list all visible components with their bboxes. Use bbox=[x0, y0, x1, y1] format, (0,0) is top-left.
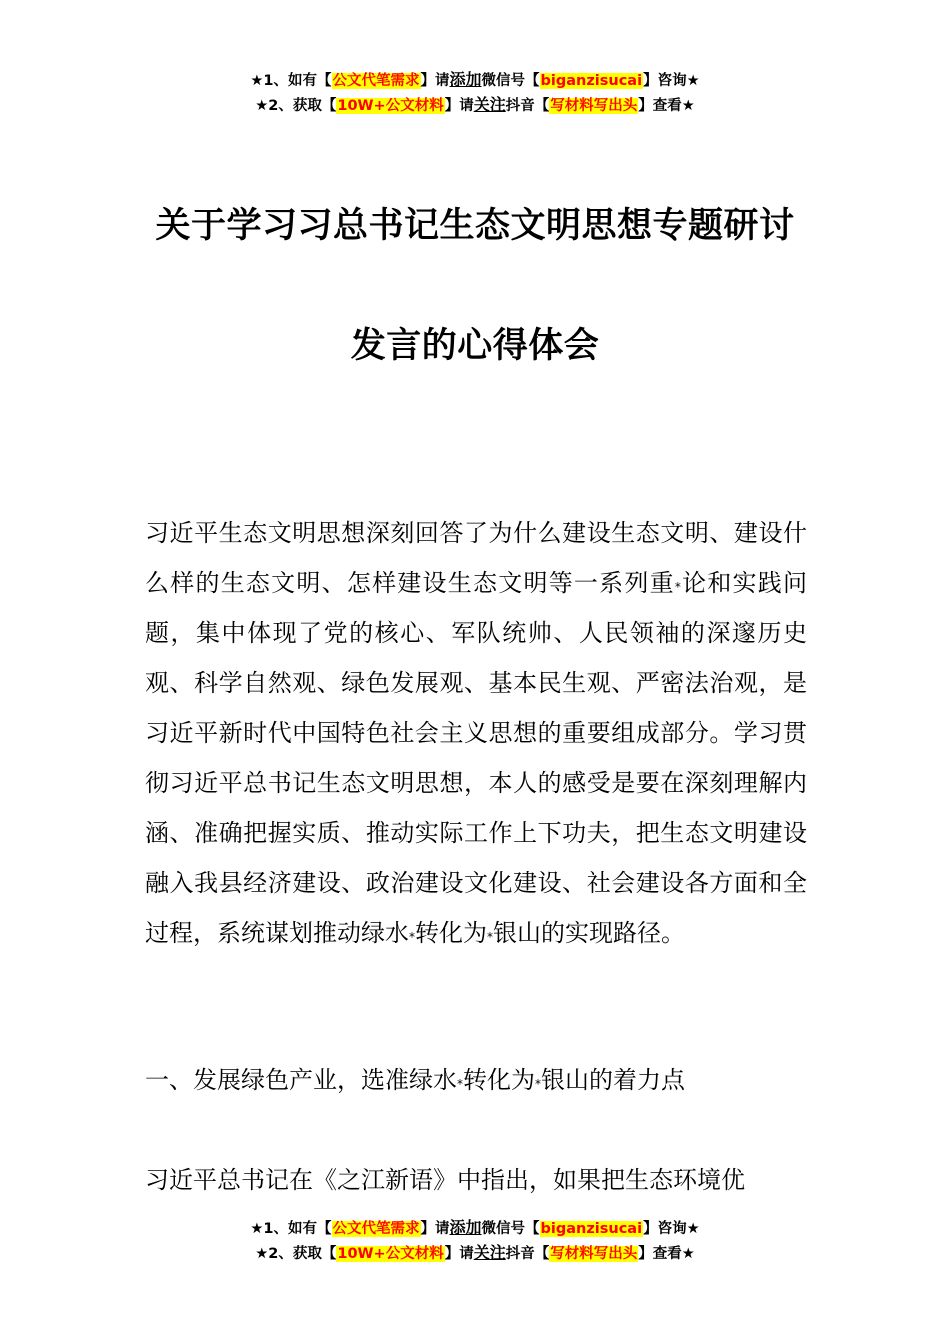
section-1-heading bbox=[145, 1055, 807, 1105]
heading-text: 银山的着力点 bbox=[541, 1066, 685, 1094]
document-title-line-1: 关于学习习总书记生态文明思想专题研讨 bbox=[155, 206, 795, 246]
promo-emphasis: 添加 bbox=[449, 1218, 482, 1237]
promo-line-1 bbox=[0, 68, 950, 93]
promo-highlight: 公文代笔需求 bbox=[332, 73, 420, 89]
promo-text: 抖音【 bbox=[505, 1246, 550, 1262]
paragraph-text: 转化为 bbox=[415, 919, 487, 947]
asterisk-mark: * bbox=[674, 580, 681, 594]
promo-text: 】查看★ bbox=[638, 98, 695, 114]
promo-text: 微信号【 bbox=[481, 1221, 540, 1237]
asterisk-mark: * bbox=[535, 1077, 541, 1091]
paragraph-text: 习近平生态文明思想深刻回答了为什么建设生态文明、建设什么样的生态文明、怎样建设生态文明等一系列重 bbox=[145, 519, 807, 597]
header-promo bbox=[0, 68, 950, 118]
promo-text: 】查看★ bbox=[638, 1246, 695, 1262]
asterisk-mark: * bbox=[409, 930, 415, 944]
paragraph-text: 论和实践问题，集中体现了党的核心、军队统帅、人民领袖的深邃历史观、科学自然观、绿色发展观、基本民生观、严密法治观，是习近平新时代中国特色社会主义思想的重要组成部分。学习贯彻习近平总书记生态文明思想，本人的感受是要在深刻理解内涵、准确把握实质、推动实际工作上下功夫，把生态文明建设融入我县经济建设、政治建设文化建设、社会建设各方面和全过程，系统谋划推动绿水 bbox=[145, 569, 808, 947]
promo-line-1 bbox=[0, 1216, 950, 1241]
promo-highlight: 写材料写出头 bbox=[550, 1246, 638, 1262]
promo-highlight: 写材料写出头 bbox=[550, 98, 638, 114]
promo-text: 】请 bbox=[420, 1221, 450, 1237]
promo-line-2 bbox=[0, 93, 950, 118]
promo-line-2 bbox=[0, 1241, 950, 1266]
promo-emphasis: 关注 bbox=[473, 1243, 506, 1262]
promo-text: ★2、获取【 bbox=[255, 98, 337, 114]
promo-text: 】咨询★ bbox=[643, 73, 700, 89]
paragraph-2: 习近平总书记在《之江新语》中指出，如果把生态环境优 bbox=[145, 1166, 745, 1194]
promo-highlight: biganzisucai bbox=[540, 1221, 643, 1237]
heading-text: 转化为 bbox=[463, 1066, 535, 1094]
promo-highlight: 公文代笔需求 bbox=[332, 1221, 420, 1237]
paragraph-1 bbox=[145, 508, 807, 958]
promo-text: ★2、获取【 bbox=[255, 1246, 337, 1262]
promo-text: 】请 bbox=[444, 1246, 474, 1262]
footer-promo bbox=[0, 1216, 950, 1266]
promo-text: 微信号【 bbox=[481, 73, 540, 89]
promo-text: 】请 bbox=[420, 73, 450, 89]
asterisk-mark: * bbox=[457, 1077, 463, 1091]
promo-highlight: 10W+公文材料 bbox=[337, 98, 444, 114]
promo-highlight: biganzisucai bbox=[540, 73, 643, 89]
heading-text: 一、发展绿色产业，选准绿水 bbox=[145, 1066, 457, 1094]
promo-text: 抖音【 bbox=[505, 98, 550, 114]
paragraph-text: 银山的实现路径。 bbox=[493, 919, 685, 947]
promo-text: ★1、如有【 bbox=[250, 73, 332, 89]
asterisk-mark: * bbox=[487, 930, 493, 944]
promo-text: ★1、如有【 bbox=[250, 1221, 332, 1237]
document-title-line-2: 发言的心得体会 bbox=[350, 326, 600, 366]
promo-emphasis: 添加 bbox=[449, 70, 482, 89]
promo-text: 】请 bbox=[444, 98, 474, 114]
promo-text: 】咨询★ bbox=[643, 1221, 700, 1237]
promo-emphasis: 关注 bbox=[473, 95, 506, 114]
promo-highlight: 10W+公文材料 bbox=[337, 1246, 444, 1262]
